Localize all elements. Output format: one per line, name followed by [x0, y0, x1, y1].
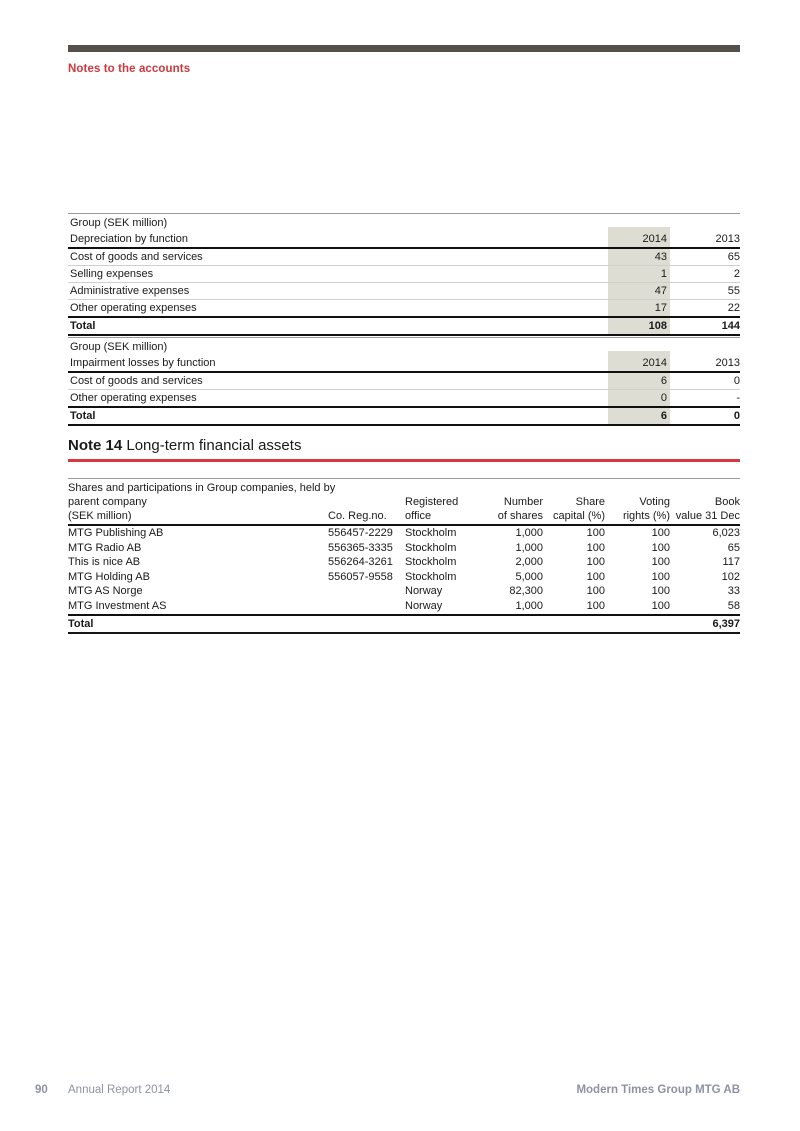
table-row: Selling expenses 1 2: [68, 266, 740, 283]
report-title: Annual Report 2014: [68, 1084, 171, 1096]
table-header-line1: Shares and participations in Group companies, held by: [68, 482, 336, 494]
table-row: MTG Investment AS Norway 1,000 100 100 58: [68, 599, 740, 612]
group-label: Group (SEK million): [70, 217, 168, 229]
table-header-line3: (SEK million) Co. Reg.no. office of shares capital (%) rights (%) value 31 Dec: [68, 510, 740, 522]
page-number: 90: [35, 1084, 48, 1096]
section-label: Notes to the accounts: [68, 63, 191, 75]
table-total-row: Total 6,397: [68, 614, 740, 634]
shares-participations-table: [68, 478, 740, 634]
column-header-2013: 2013: [715, 233, 740, 245]
table-total-row: Total 108 144: [68, 316, 740, 336]
note-number: Note 14: [68, 437, 123, 454]
table-header: [68, 479, 740, 526]
table-row: MTG AS Norge Norway 82,300 100 100 33: [68, 585, 740, 598]
column-header-2013: 2013: [715, 357, 740, 369]
table-row: Administrative expenses 47 55: [68, 283, 740, 300]
table-total-row: Total 6 0: [68, 406, 740, 426]
table-row: Other operating expenses 17 22: [70, 302, 740, 314]
depreciation-table: [68, 213, 740, 336]
top-rule-bar: [68, 45, 740, 52]
table-row: MTG Radio AB 556365-3335 Stockholm 1,000 100 100 65: [68, 541, 740, 554]
table-title: Depreciation by function: [70, 233, 189, 245]
column-header-2014: 2014: [608, 355, 670, 371]
table-row: MTG Holding AB 556057-9558 Stockholm 5,000 100 100 102: [68, 570, 740, 583]
table-header-row: [68, 231, 740, 249]
note14-heading: [68, 437, 740, 462]
table-row: Cost of goods and services 43 65: [68, 249, 740, 266]
table-title: Impairment losses by function: [70, 357, 216, 369]
table-header-row: [68, 355, 740, 373]
table-header-row: [68, 338, 740, 355]
table-header-line2: parent company Registered Number Share Voting Book: [68, 496, 740, 508]
table-row: Other operating expenses 0 -: [70, 392, 740, 404]
red-accent-rule: [68, 459, 740, 462]
note-title: Long-term financial assets: [126, 437, 302, 454]
table-header-row: [68, 214, 740, 231]
impairment-table: [68, 337, 740, 426]
column-header-2014: 2014: [608, 231, 670, 247]
page-footer: [0, 1084, 740, 1100]
table-row: Cost of goods and services 6 0: [68, 373, 740, 390]
table-row: MTG Publishing AB 556457-2229 Stockholm 1,000 100 100 6,023: [68, 527, 740, 539]
company-name: Modern Times Group MTG AB: [576, 1084, 740, 1096]
group-label: Group (SEK million): [70, 341, 168, 353]
table-row: This is nice AB 556264-3261 Stockholm 2,000 100 100 117: [68, 556, 740, 569]
